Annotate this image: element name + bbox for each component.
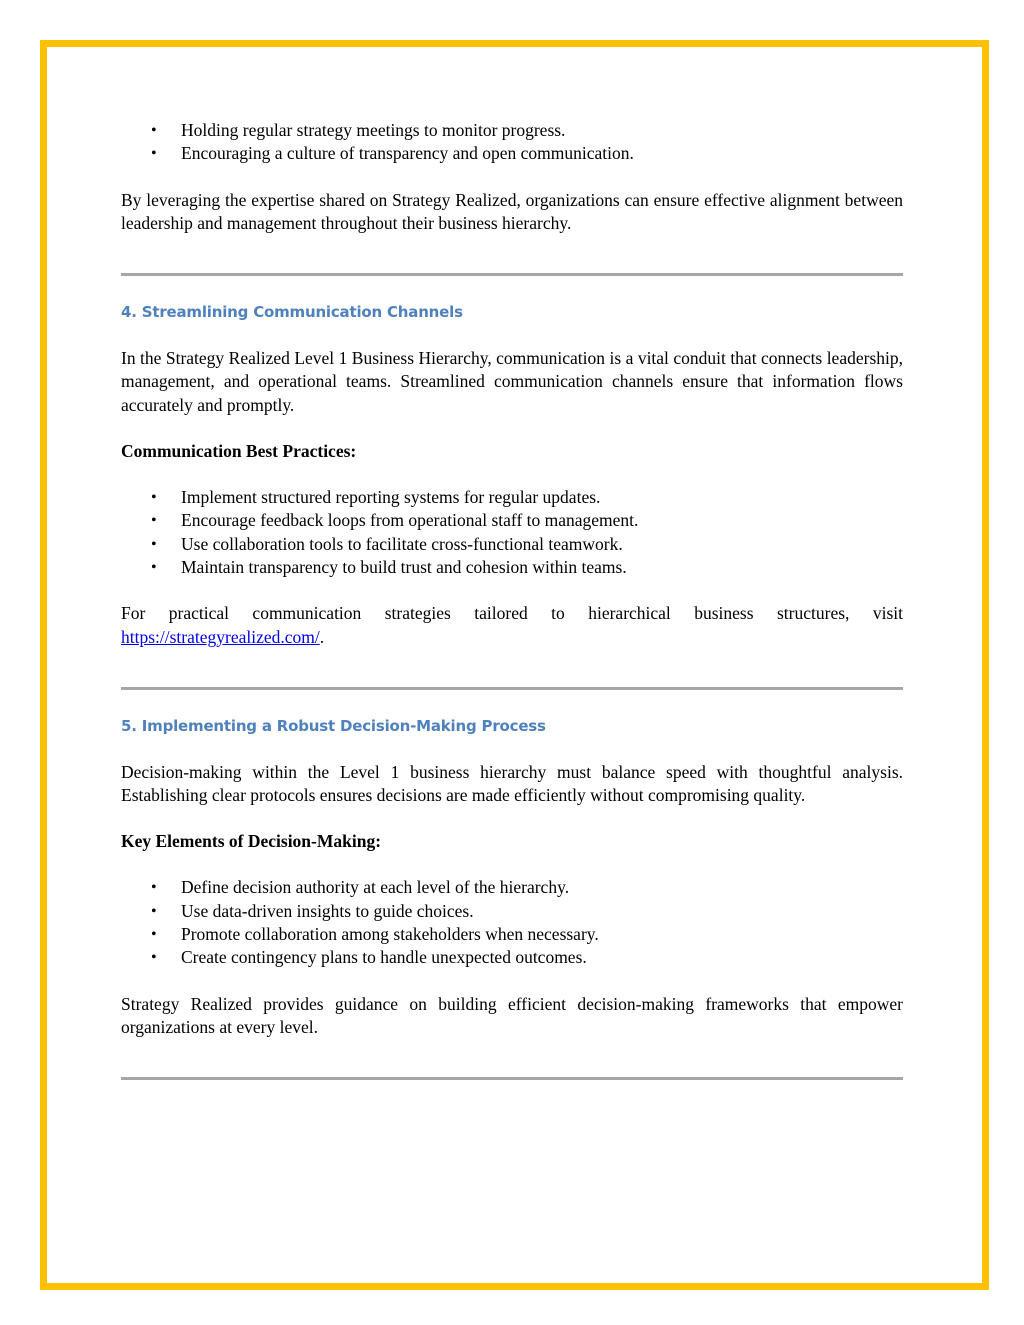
bullet-icon: • xyxy=(151,489,157,507)
list-item: • Encourage feedback loops from operational staff to management. xyxy=(121,509,903,532)
strategy-realized-link[interactable]: https://strategyrealized.com/ xyxy=(121,626,320,647)
section4-bullet-list xyxy=(121,486,903,579)
document-body xyxy=(121,119,903,1080)
bullet-icon: • xyxy=(151,879,157,897)
bullet-icon: • xyxy=(151,122,157,139)
bullet-icon: • xyxy=(151,558,157,576)
bullet-icon: • xyxy=(151,926,157,944)
section4-heading: 4. Streamlining Communication Channels xyxy=(121,303,463,322)
list-item: • Maintain transparency to build trust and cohesion within teams. xyxy=(121,556,903,579)
section5-heading: 5. Implementing a Robust Decision-Making Process xyxy=(121,716,546,735)
section5-bullet-list xyxy=(121,876,903,969)
section4-paragraph: In the Strategy Realized Level 1 Business Hierarchy, communication is a vital conduit that connects leadership, management, and operational teams. Streamlined communication channels ensure that information flows accurately and promptly. xyxy=(121,348,903,415)
section5-paragraph: Decision-making within the Level 1 business hierarchy must balance speed with thoughtful analysis. Establishing clear protocols ensures decisions are made efficiently without compromising quality. xyxy=(121,761,903,806)
list-item: • Implement structured reporting systems for regular updates. xyxy=(121,486,903,509)
bullet-icon: • xyxy=(151,902,157,920)
section5-subheading: Key Elements of Decision-Making: xyxy=(121,831,382,852)
section4-closing: For practical communication strategies tailored to hierarchical business structures, visit https://strategyrealized.com/. xyxy=(121,603,903,647)
section5-closing: Strategy Realized provides guidance on building efficient decision-making frameworks that empower organizations at every level. xyxy=(121,993,903,1037)
list-item: • Define decision authority at each level of the hierarchy. xyxy=(121,876,903,899)
bullet-icon: • xyxy=(151,512,157,530)
list-item: • Create contingency plans to handle unexpected outcomes. xyxy=(121,946,903,969)
section-divider xyxy=(121,1077,903,1080)
list-item: • Promote collaboration among stakeholders when necessary. xyxy=(121,923,903,946)
list-item: • Use data-driven insights to guide choices. xyxy=(121,900,903,923)
bullet-icon: • xyxy=(151,535,157,553)
bullet-icon: • xyxy=(151,145,157,163)
section4-subheading: Communication Best Practices: xyxy=(121,441,357,462)
list-item: • Encouraging a culture of transparency and open communication. xyxy=(121,142,903,165)
list-item: • Holding regular strategy meetings to monitor progress. xyxy=(121,119,903,142)
intro-bullet-list xyxy=(121,119,903,166)
list-item: • Use collaboration tools to facilitate cross-functional teamwork. xyxy=(121,533,903,556)
intro-paragraph: By leveraging the expertise shared on Strategy Realized, organizations can ensure effective alignment between leadership and management throughout their business hierarchy. xyxy=(121,189,903,233)
bullet-icon: • xyxy=(151,949,157,967)
